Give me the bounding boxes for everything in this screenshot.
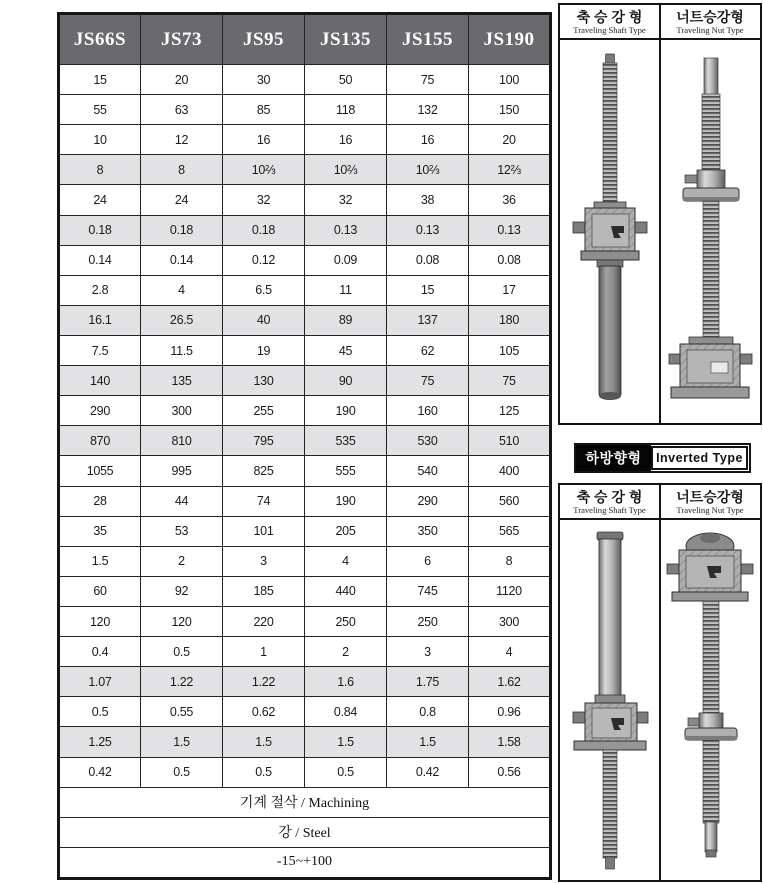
merged-cell: 기계 절삭 / Machining bbox=[59, 787, 551, 817]
table-cell: 0.14 bbox=[59, 245, 141, 275]
table-cell: 75 bbox=[469, 366, 551, 396]
table-cell: 0.13 bbox=[469, 215, 551, 245]
table-cell: 300 bbox=[141, 396, 223, 426]
table-cell: 10⅔ bbox=[305, 155, 387, 185]
upright-shaft-title: 축 승 강 형 bbox=[576, 9, 643, 25]
inverted-nut-photo-area bbox=[661, 520, 760, 880]
table-cell: 400 bbox=[469, 456, 551, 486]
upright-nut-title: 너트승강형 bbox=[676, 9, 744, 25]
table-row bbox=[59, 125, 551, 155]
table-cell: 0.08 bbox=[469, 245, 551, 275]
table-cell: 85 bbox=[223, 95, 305, 125]
upright-shaft-box bbox=[558, 3, 661, 425]
table-cell: 1.22 bbox=[223, 667, 305, 697]
table-cell: 101 bbox=[223, 516, 305, 546]
table-cell: 190 bbox=[305, 486, 387, 516]
upright-type-pair bbox=[558, 3, 762, 425]
table-cell: 795 bbox=[223, 426, 305, 456]
table-cell: 53 bbox=[141, 516, 223, 546]
table-cell: 137 bbox=[387, 305, 469, 335]
table-cell: 10⅔ bbox=[223, 155, 305, 185]
table-cell: 55 bbox=[59, 95, 141, 125]
table-cell: 0.42 bbox=[387, 757, 469, 787]
merged-row bbox=[59, 787, 551, 817]
table-cell: 1.62 bbox=[469, 667, 551, 697]
table-row bbox=[59, 275, 551, 305]
inverted-shaft-photo-area bbox=[560, 520, 659, 880]
inverted-shaft-box bbox=[558, 483, 661, 882]
table-row bbox=[59, 366, 551, 396]
spec-table bbox=[57, 12, 552, 880]
inverted-badge-english: Inverted Type bbox=[651, 446, 748, 470]
column-header: JS135 bbox=[305, 14, 387, 65]
table-cell: 130 bbox=[223, 366, 305, 396]
table-row bbox=[59, 697, 551, 727]
table-row bbox=[59, 757, 551, 787]
traveling-shaft-upright-photo bbox=[561, 44, 659, 420]
table-cell: 1 bbox=[223, 637, 305, 667]
table-cell: 24 bbox=[59, 185, 141, 215]
table-cell: 1.5 bbox=[223, 727, 305, 757]
table-cell: 30 bbox=[223, 65, 305, 95]
table-cell: 0.18 bbox=[59, 215, 141, 245]
table-cell: 12⅔ bbox=[469, 155, 551, 185]
table-row bbox=[59, 486, 551, 516]
table-cell: 11 bbox=[305, 275, 387, 305]
upright-shaft-header bbox=[560, 5, 659, 40]
table-cell: 45 bbox=[305, 335, 387, 365]
table-cell: 1.22 bbox=[141, 667, 223, 697]
table-cell: 16 bbox=[305, 125, 387, 155]
table-cell: 28 bbox=[59, 486, 141, 516]
table-cell: 1.5 bbox=[305, 727, 387, 757]
table-cell: 530 bbox=[387, 426, 469, 456]
table-cell: 220 bbox=[223, 606, 305, 636]
table-cell: 0.96 bbox=[469, 697, 551, 727]
table-cell: 1.5 bbox=[387, 727, 469, 757]
table-cell: 74 bbox=[223, 486, 305, 516]
table-cell: 560 bbox=[469, 486, 551, 516]
table-cell: 7.5 bbox=[59, 335, 141, 365]
table-cell: 15 bbox=[387, 275, 469, 305]
table-cell: 1.58 bbox=[469, 727, 551, 757]
table-cell: 24 bbox=[141, 185, 223, 215]
table-row bbox=[59, 396, 551, 426]
table-cell: 92 bbox=[141, 576, 223, 606]
type-panel bbox=[558, 3, 762, 882]
table-cell: 290 bbox=[387, 486, 469, 516]
column-header: JS95 bbox=[223, 14, 305, 65]
table-row bbox=[59, 65, 551, 95]
table-cell: 6 bbox=[387, 546, 469, 576]
inverted-type-pair bbox=[558, 483, 762, 882]
table-cell: 38 bbox=[387, 185, 469, 215]
table-cell: 250 bbox=[305, 606, 387, 636]
inverted-shaft-subtitle: Traveling Shaft Type bbox=[573, 505, 646, 515]
inverted-shaft-header bbox=[560, 485, 659, 520]
table-cell: 0.09 bbox=[305, 245, 387, 275]
table-cell: 100 bbox=[469, 65, 551, 95]
table-row bbox=[59, 426, 551, 456]
table-cell: 140 bbox=[59, 366, 141, 396]
table-cell: 745 bbox=[387, 576, 469, 606]
table-row bbox=[59, 606, 551, 636]
table-cell: 62 bbox=[387, 335, 469, 365]
merged-row bbox=[59, 817, 551, 847]
spec-table-body bbox=[59, 65, 551, 879]
table-row bbox=[59, 245, 551, 275]
inverted-shaft-title: 축 승 강 형 bbox=[576, 489, 643, 505]
table-cell: 20 bbox=[469, 125, 551, 155]
upright-nut-box bbox=[659, 3, 762, 425]
table-cell: 1120 bbox=[469, 576, 551, 606]
table-cell: 11.5 bbox=[141, 335, 223, 365]
table-cell: 19 bbox=[223, 335, 305, 365]
table-cell: 0.42 bbox=[59, 757, 141, 787]
table-cell: 0.5 bbox=[305, 757, 387, 787]
merged-cell: 강 / Steel bbox=[59, 817, 551, 847]
table-row bbox=[59, 456, 551, 486]
table-row bbox=[59, 546, 551, 576]
inverted-nut-header bbox=[661, 485, 760, 520]
table-row bbox=[59, 637, 551, 667]
table-cell: 6.5 bbox=[223, 275, 305, 305]
table-cell: 89 bbox=[305, 305, 387, 335]
table-cell: 60 bbox=[59, 576, 141, 606]
table-cell: 0.8 bbox=[387, 697, 469, 727]
table-cell: 90 bbox=[305, 366, 387, 396]
table-cell: 150 bbox=[469, 95, 551, 125]
table-cell: 0.5 bbox=[141, 637, 223, 667]
table-cell: 75 bbox=[387, 65, 469, 95]
table-cell: 250 bbox=[387, 606, 469, 636]
table-cell: 1.75 bbox=[387, 667, 469, 697]
inverted-type-badge bbox=[574, 443, 751, 473]
table-cell: 160 bbox=[387, 396, 469, 426]
inverted-badge-korean: 하방향형 bbox=[576, 445, 651, 471]
table-cell: 12 bbox=[141, 125, 223, 155]
table-row bbox=[59, 305, 551, 335]
table-cell: 0.4 bbox=[59, 637, 141, 667]
table-cell: 0.18 bbox=[141, 215, 223, 245]
table-cell: 0.14 bbox=[141, 245, 223, 275]
table-cell: 0.13 bbox=[387, 215, 469, 245]
upright-nut-header bbox=[661, 5, 760, 40]
table-cell: 0.12 bbox=[223, 245, 305, 275]
column-header: JS155 bbox=[387, 14, 469, 65]
table-cell: 8 bbox=[59, 155, 141, 185]
traveling-nut-upright-photo bbox=[661, 44, 759, 420]
table-cell: 32 bbox=[223, 185, 305, 215]
table-cell: 2 bbox=[305, 637, 387, 667]
table-cell: 120 bbox=[59, 606, 141, 636]
upright-shaft-subtitle: Traveling Shaft Type bbox=[573, 25, 646, 35]
table-cell: 75 bbox=[387, 366, 469, 396]
table-cell: 0.5 bbox=[223, 757, 305, 787]
merged-row bbox=[59, 847, 551, 878]
table-row bbox=[59, 727, 551, 757]
table-cell: 255 bbox=[223, 396, 305, 426]
table-cell: 135 bbox=[141, 366, 223, 396]
table-cell: 1.25 bbox=[59, 727, 141, 757]
table-cell: 535 bbox=[305, 426, 387, 456]
table-cell: 1.07 bbox=[59, 667, 141, 697]
table-cell: 44 bbox=[141, 486, 223, 516]
table-cell: 1.6 bbox=[305, 667, 387, 697]
upright-shaft-photo-area bbox=[560, 40, 659, 423]
table-cell: 2 bbox=[141, 546, 223, 576]
column-header: JS73 bbox=[141, 14, 223, 65]
table-cell: 4 bbox=[141, 275, 223, 305]
table-cell: 0.18 bbox=[223, 215, 305, 245]
table-cell: 17 bbox=[469, 275, 551, 305]
table-cell: 1.5 bbox=[141, 727, 223, 757]
table-cell: 205 bbox=[305, 516, 387, 546]
table-cell: 26.5 bbox=[141, 305, 223, 335]
table-row bbox=[59, 667, 551, 697]
table-cell: 0.84 bbox=[305, 697, 387, 727]
table-cell: 3 bbox=[387, 637, 469, 667]
column-header: JS190 bbox=[469, 14, 551, 65]
table-cell: 10⅔ bbox=[387, 155, 469, 185]
column-header: JS66S bbox=[59, 14, 141, 65]
table-cell: 995 bbox=[141, 456, 223, 486]
table-cell: 870 bbox=[59, 426, 141, 456]
table-cell: 40 bbox=[223, 305, 305, 335]
table-cell: 0.5 bbox=[59, 697, 141, 727]
table-cell: 190 bbox=[305, 396, 387, 426]
inverted-nut-box bbox=[659, 483, 762, 882]
table-cell: 0.5 bbox=[141, 757, 223, 787]
table-cell: 10 bbox=[59, 125, 141, 155]
table-cell: 120 bbox=[141, 606, 223, 636]
table-cell: 3 bbox=[223, 546, 305, 576]
table-cell: 4 bbox=[469, 637, 551, 667]
table-cell: 0.55 bbox=[141, 697, 223, 727]
table-row bbox=[59, 155, 551, 185]
table-cell: 810 bbox=[141, 426, 223, 456]
table-cell: 0.08 bbox=[387, 245, 469, 275]
table-cell: 540 bbox=[387, 456, 469, 486]
table-cell: 350 bbox=[387, 516, 469, 546]
table-cell: 2.8 bbox=[59, 275, 141, 305]
table-cell: 32 bbox=[305, 185, 387, 215]
merged-cell: -15~+100 bbox=[59, 847, 551, 878]
inverted-nut-title: 너트승강형 bbox=[676, 489, 744, 505]
table-cell: 125 bbox=[469, 396, 551, 426]
table-cell: 555 bbox=[305, 456, 387, 486]
table-cell: 180 bbox=[469, 305, 551, 335]
table-cell: 105 bbox=[469, 335, 551, 365]
table-cell: 0.62 bbox=[223, 697, 305, 727]
spec-table-head bbox=[59, 14, 551, 65]
traveling-shaft-inverted-photo bbox=[561, 524, 659, 876]
inverted-nut-subtitle: Traveling Nut Type bbox=[676, 505, 744, 515]
table-cell: 300 bbox=[469, 606, 551, 636]
traveling-nut-inverted-photo bbox=[661, 524, 759, 876]
table-cell: 20 bbox=[141, 65, 223, 95]
table-cell: 15 bbox=[59, 65, 141, 95]
table-cell: 35 bbox=[59, 516, 141, 546]
table-cell: 1.5 bbox=[59, 546, 141, 576]
upright-nut-subtitle: Traveling Nut Type bbox=[676, 25, 744, 35]
upright-nut-photo-area bbox=[661, 40, 760, 423]
table-row bbox=[59, 516, 551, 546]
table-cell: 0.56 bbox=[469, 757, 551, 787]
table-cell: 8 bbox=[469, 546, 551, 576]
table-cell: 440 bbox=[305, 576, 387, 606]
table-cell: 1055 bbox=[59, 456, 141, 486]
table-cell: 4 bbox=[305, 546, 387, 576]
table-cell: 565 bbox=[469, 516, 551, 546]
table-cell: 16 bbox=[223, 125, 305, 155]
table-cell: 0.13 bbox=[305, 215, 387, 245]
table-cell: 290 bbox=[59, 396, 141, 426]
table-row bbox=[59, 95, 551, 125]
table-cell: 16 bbox=[387, 125, 469, 155]
table-cell: 36 bbox=[469, 185, 551, 215]
table-row bbox=[59, 215, 551, 245]
table-row bbox=[59, 185, 551, 215]
table-cell: 8 bbox=[141, 155, 223, 185]
table-row bbox=[59, 576, 551, 606]
table-cell: 185 bbox=[223, 576, 305, 606]
table-cell: 50 bbox=[305, 65, 387, 95]
table-cell: 118 bbox=[305, 95, 387, 125]
table-cell: 63 bbox=[141, 95, 223, 125]
table-row bbox=[59, 335, 551, 365]
table-cell: 16.1 bbox=[59, 305, 141, 335]
table-cell: 825 bbox=[223, 456, 305, 486]
header-row bbox=[59, 14, 551, 65]
table-cell: 510 bbox=[469, 426, 551, 456]
table-cell: 132 bbox=[387, 95, 469, 125]
